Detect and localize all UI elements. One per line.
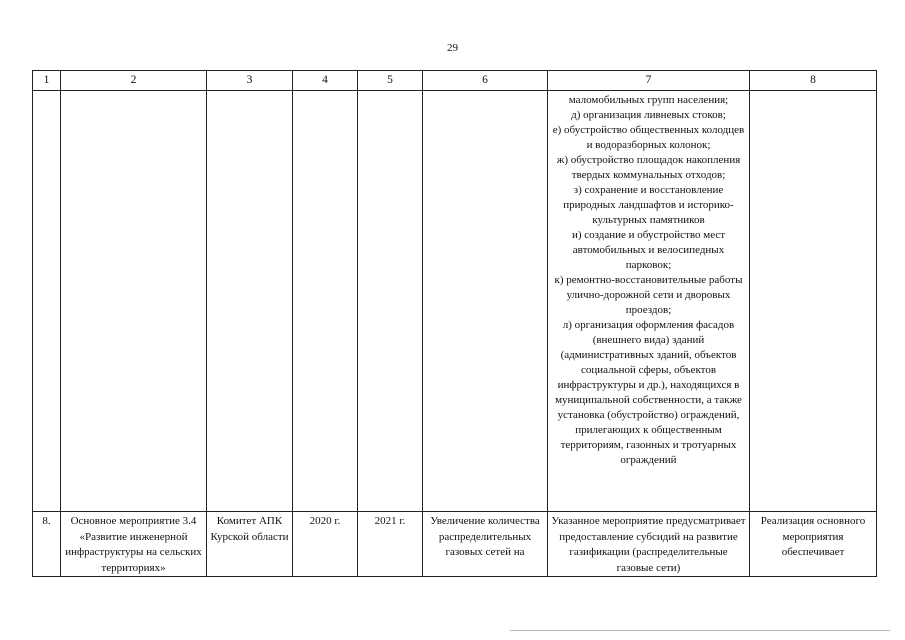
cell-indicator: Увеличение количества распределительных газовых сетей на bbox=[423, 512, 548, 577]
column-header-3: 3 bbox=[207, 71, 293, 91]
cell-empty bbox=[207, 91, 293, 512]
cell-empty bbox=[423, 91, 548, 512]
cell-result: Реализация основного мероприятия обеспечивает bbox=[750, 512, 877, 577]
column-header-2: 2 bbox=[61, 71, 207, 91]
table-row-8 bbox=[33, 512, 877, 577]
column-header-4: 4 bbox=[293, 71, 358, 91]
column-header-1: 1 bbox=[33, 71, 61, 91]
page-number: 29 bbox=[447, 42, 458, 54]
column-header-6: 6 bbox=[423, 71, 548, 91]
cell-description: Указанное мероприятие предусматривает предоставление субсидий на развитие газификации (распределительные газовые сети) bbox=[548, 512, 750, 577]
cell-empty bbox=[61, 91, 207, 512]
table-row-continuation bbox=[33, 91, 877, 512]
cell-empty bbox=[750, 91, 877, 512]
cell-empty bbox=[33, 91, 61, 512]
cell-empty bbox=[293, 91, 358, 512]
cell-start-year: 2020 г. bbox=[293, 512, 358, 577]
column-header-7: 7 bbox=[548, 71, 750, 91]
column-header-5: 5 bbox=[358, 71, 423, 91]
cell-row-number: 8. bbox=[33, 512, 61, 577]
cell-end-year: 2021 г. bbox=[358, 512, 423, 577]
cell-executor: Комитет АПК Курской области bbox=[207, 512, 293, 577]
column-header-8: 8 bbox=[750, 71, 877, 91]
cell-empty bbox=[358, 91, 423, 512]
program-table bbox=[32, 70, 877, 577]
cell-activities-list: маломобильных групп населения; д) организация ливневых стоков; е) обустройство общественных колодцев и водоразборных колонок; ж) обустройство площадок накопления твердых коммунальных отходов; з) сохранение и восстановление природных ландшафтов и историко-культурных памятников и) создание и обустройство мест автомобильных и велосипедных парковок; к) ремонтно-восстановительные работы улично-дорожной сети и дворовых проездов; л) организация оформления фасадов (внешнего вида) зданий (административных зданий, объектов социальной сферы, объектов инфраструктуры и др.), находящихся в муниципальной собственности, а также установка (обустройство) ограждений, прилегающих к общественным территориям, газонных и тротуарных ограждений bbox=[548, 91, 750, 512]
cell-measure-name: Основное мероприятие 3.4 «Развитие инженерной инфраструктуры на сельских территориях» bbox=[61, 512, 207, 577]
column-number-row bbox=[33, 71, 877, 91]
scan-edge-line bbox=[510, 630, 890, 631]
